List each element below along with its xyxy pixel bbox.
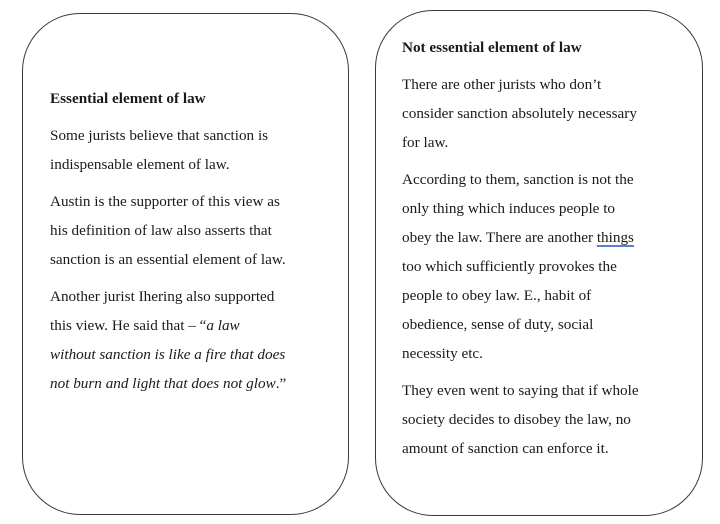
text-line: Another jurist Ihering also supported xyxy=(50,288,275,305)
not-essential-paragraph-2 xyxy=(402,165,694,368)
quote-closing: .” xyxy=(275,375,287,392)
text-line: They even went to saying that if whole xyxy=(402,382,639,399)
text-line: indispensable element of law. xyxy=(50,156,230,173)
text-line xyxy=(50,311,340,340)
text-line: necessity etc. xyxy=(402,345,483,362)
essential-paragraph-2 xyxy=(50,187,340,274)
text-line: sanction is an essential element of law. xyxy=(50,251,286,268)
text-line: Some jurists believe that sanction is xyxy=(50,127,269,144)
essential-paragraph-1 xyxy=(50,121,340,179)
not-essential-element-content xyxy=(402,33,694,471)
text-line: amount of sanction can enforce it. xyxy=(402,440,609,457)
text-line: too which sufficiently provokes the xyxy=(402,258,617,275)
essential-paragraph-3 xyxy=(50,282,340,398)
not-essential-paragraph-3 xyxy=(402,376,694,463)
text-span: this view. He said that – “ xyxy=(50,317,207,334)
essential-element-heading: Essential element of law xyxy=(50,90,206,107)
text-line: Austin is the supporter of this view as xyxy=(50,193,280,210)
text-line xyxy=(402,223,694,252)
text-line: society decides to disobey the law, no xyxy=(402,411,631,428)
essential-element-card xyxy=(22,13,349,515)
text-line: According to them, sanction is not the xyxy=(402,171,634,188)
ihering-quote-part: without sanction is like a fire that does xyxy=(50,346,286,363)
text-line xyxy=(50,369,340,398)
essential-element-content xyxy=(50,84,340,406)
not-essential-element-heading: Not essential element of law xyxy=(402,39,582,56)
ihering-quote-part: a law xyxy=(206,317,240,334)
text-span: obey the law. There are another xyxy=(402,229,597,246)
text-line: his definition of law also asserts that xyxy=(50,222,272,239)
text-line: only thing which induces people to xyxy=(402,200,616,217)
text-line: for law. xyxy=(402,134,449,151)
text-line: people to obey law. E., habit of xyxy=(402,287,592,304)
text-line: consider sanction absolutely necessary xyxy=(402,105,637,122)
ihering-quote-part: not burn and light that does not glow xyxy=(50,375,276,392)
not-essential-paragraph-1 xyxy=(402,70,694,157)
not-essential-element-card xyxy=(375,10,703,516)
text-line: obedience, sense of duty, social xyxy=(402,316,594,333)
text-line: There are other jurists who don’t xyxy=(402,76,602,93)
underlined-word-things: things xyxy=(596,229,634,246)
